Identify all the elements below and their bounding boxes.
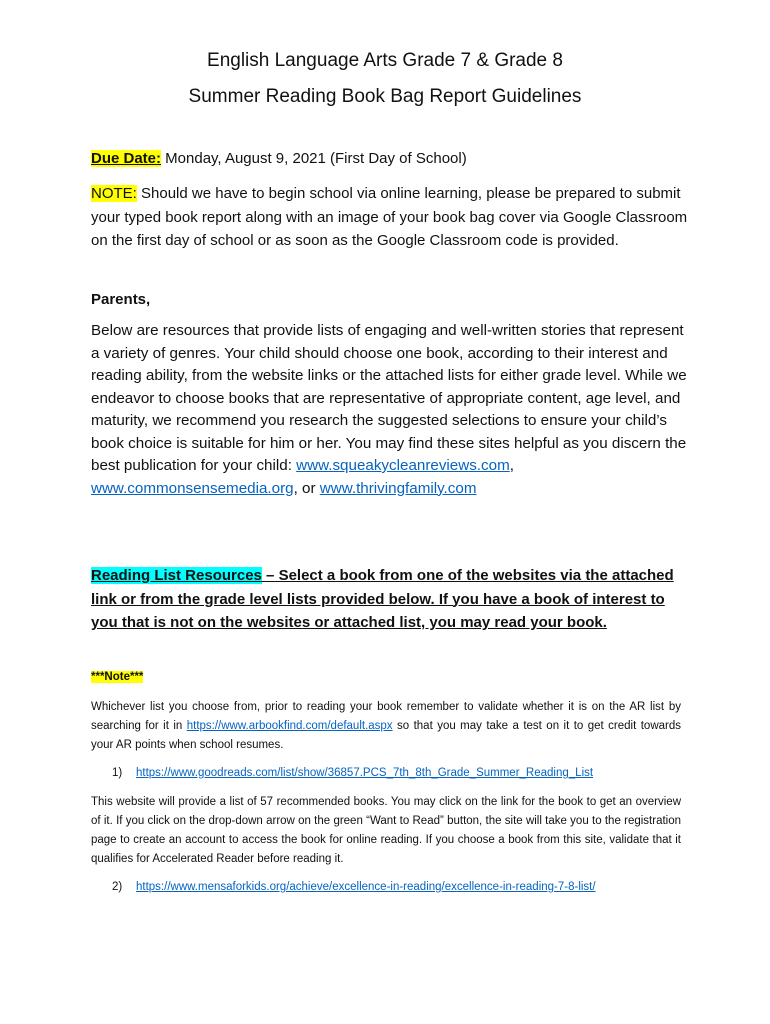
squeakyclean-link[interactable]: www.squeakycleanreviews.com	[296, 457, 510, 474]
parents-paragraph	[91, 320, 691, 500]
reading-list-paragraph	[91, 564, 691, 635]
parents-text: Below are resources that provide lists of engaging and well-written stories that represent a variety of genres. Your child should choose one book, according to their interest and reading ability, from the website links or the attached lists for either grade level. While we endeavor to choose books that are representative of appropriate content, age level, and maturity, we recommend you research the suggested selections to ensure your child’s book choice is suitable for him or her. You may find these sites helpful as you discern the best publication for your child:	[91, 322, 687, 474]
commonsense-link[interactable]: www.commonsensemedia.org	[91, 479, 294, 497]
due-date-value: Monday, August 9, 2021 (First Day of School)	[161, 150, 467, 167]
goodreads-description: This website will provide a list of 57 recommended books. You may click on the link for the book to get an overview of it. If you click on the drop-down arrow on the green “Want to Read” button, the site will take you to the registration page to create an account to access the book for online reading. If you choose a book from this site, validate that it qualifies for Accelerated Reader before reading it.	[91, 796, 681, 865]
ar-note-paragraph	[91, 698, 681, 755]
goodreads-link[interactable]: https://www.goodreads.com/list/show/36857.PCS_7th_8th_Grade_Summer_Reading_List	[136, 767, 594, 779]
link-separator-2: , or	[293, 479, 316, 497]
document-title-line1: English Language Arts Grade 7 & Grade 8	[207, 50, 563, 71]
arbookfind-link[interactable]: https://www.arbookfind.com/default.aspx	[186, 720, 393, 732]
note2-label: ***Note***	[91, 671, 144, 683]
note-label: NOTE:	[91, 185, 137, 202]
parents-heading: Parents,	[91, 291, 151, 308]
list-item-1-number: 1)	[112, 767, 123, 779]
list-item-2	[112, 878, 596, 897]
thrivingfamily-link[interactable]: www.thrivingfamily.com	[319, 479, 477, 497]
note-text: Should we have to begin school via online learning, please be prepared to submit your typed book report along with an image of your book bag cover via Google Classroom on the first day of school or as soon as the Google Classroom code is provided.	[91, 185, 688, 249]
reading-list-text: – Select a book from one of the websites via the attached link or from the grade level lists provided below. If you have a book of interest to you that is not on the websites or attached list, you may read your book.	[91, 567, 674, 631]
ar-note-after: so that you may take a test on it to get credit towards your AR points when school resumes.	[91, 720, 681, 751]
list-item-2-number: 2)	[112, 881, 123, 893]
link-separator-1: ,	[509, 457, 514, 474]
due-date-label: Due Date:	[91, 150, 162, 167]
document-title-line2: Summer Reading Book Bag Report Guidelines	[188, 86, 582, 107]
mensaforkids-link[interactable]: https://www.mensaforkids.org/achieve/excellence-in-reading/excellence-in-reading-7-8-list/	[136, 881, 596, 893]
reading-list-label: Reading List Resources	[91, 567, 262, 584]
note-paragraph	[91, 182, 691, 253]
ar-note-before: Whichever list you choose from, prior to reading your book remember to validate whether it is on the AR list by searching for it in	[91, 701, 681, 732]
due-date-line	[91, 147, 691, 171]
list-item-1	[112, 764, 593, 783]
